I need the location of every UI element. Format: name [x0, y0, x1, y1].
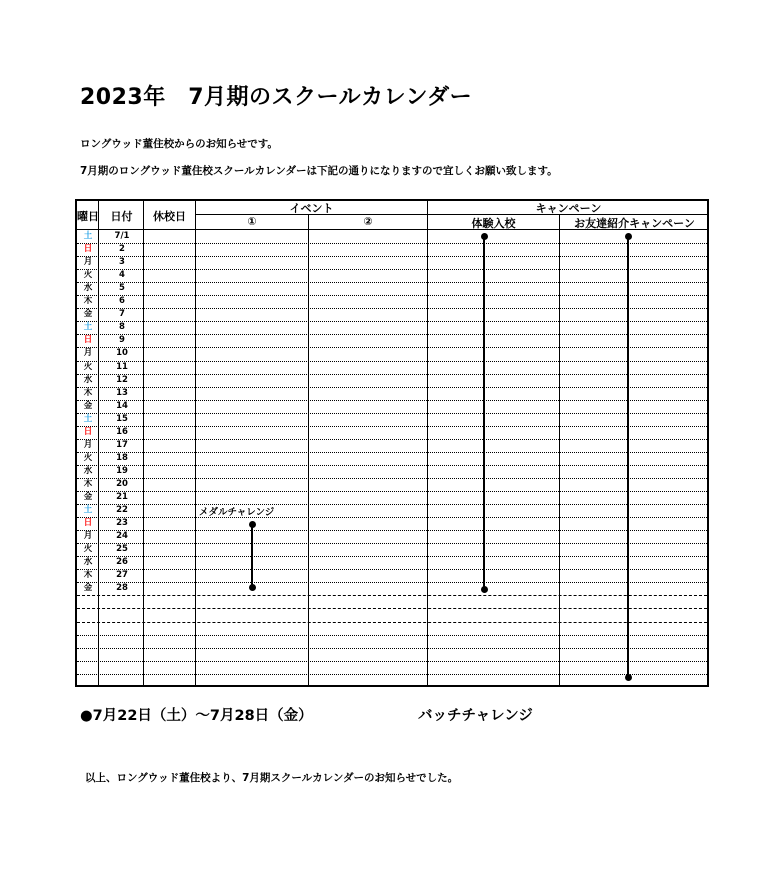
row-divider [77, 387, 707, 388]
row-divider [77, 504, 707, 505]
row-divider [77, 400, 707, 401]
row-divider [77, 556, 707, 557]
day-of-week-cell: 木 [83, 478, 93, 489]
day-of-week-cell: 土 [83, 322, 93, 333]
day-of-week-cell: 水 [83, 465, 93, 476]
day-of-week-cell: 月 [83, 257, 93, 268]
date-cell: 7 [119, 309, 125, 320]
day-of-week-cell: 水 [83, 557, 93, 568]
row-divider [77, 334, 707, 335]
row-divider [77, 282, 707, 283]
school-calendar-table [75, 199, 709, 687]
row-divider [77, 439, 707, 440]
day-of-week-cell: 金 [83, 400, 93, 411]
day-of-week-cell: 金 [83, 492, 93, 502]
footer-closing: 以上、ロングウッド董住校より、7月期スクールカレンダーのお知らせでした。 [85, 772, 459, 784]
row-divider [77, 635, 707, 636]
day-of-week-cell: 水 [83, 374, 93, 385]
row-divider [77, 256, 707, 257]
date-cell: 3 [119, 257, 125, 268]
row-divider [77, 674, 707, 675]
header-dow: 曜日 [77, 210, 99, 223]
footer-period: ●7月22日（土）～7月28日（金） [80, 708, 313, 724]
date-cell: 14 [116, 400, 128, 411]
row-divider [77, 295, 707, 296]
date-cell: 6 [119, 296, 125, 307]
header-date: 日付 [110, 210, 133, 223]
date-cell: 10 [116, 348, 128, 359]
row-divider [77, 491, 707, 492]
date-cell: 20 [116, 478, 128, 489]
event-period-bar [251, 524, 253, 586]
day-of-week-cell: 木 [83, 296, 93, 307]
day-of-week-cell: 土 [83, 231, 93, 241]
header-event-1: ① [247, 215, 257, 228]
row-divider [77, 243, 707, 244]
row-divider [77, 465, 707, 466]
day-of-week-cell: 火 [83, 452, 93, 463]
row-divider [77, 361, 707, 362]
row-divider [77, 321, 707, 322]
date-cell: 4 [119, 270, 125, 281]
row-divider [77, 661, 707, 662]
intro-text-1: ロングウッド董住校からのお知らせです。 [80, 138, 278, 150]
date-cell: 17 [116, 439, 128, 450]
friend-period-bar [627, 236, 629, 676]
date-cell: 26 [116, 557, 128, 568]
date-cell: 11 [116, 361, 128, 372]
date-cell: 7/1 [114, 231, 130, 241]
date-cell: 22 [116, 505, 128, 516]
day-of-week-cell: 木 [83, 387, 93, 398]
page-title: 2023年 7月期のスクールカレンダー [80, 85, 473, 110]
header-closed: 休校日 [153, 210, 186, 223]
day-of-week-cell: 土 [83, 413, 93, 424]
date-cell: 8 [119, 322, 125, 333]
row-divider [77, 530, 707, 531]
header-campaign: キャンペーン [535, 202, 602, 215]
date-cell: 15 [116, 413, 128, 424]
day-of-week-cell: 火 [83, 270, 93, 281]
row-divider [77, 426, 707, 427]
row-divider [77, 569, 707, 570]
row-divider [77, 622, 707, 623]
footer-event-name: バッチチャレンジ [418, 708, 533, 724]
friend-end-dot [625, 674, 632, 681]
day-of-week-cell: 水 [83, 283, 93, 294]
row-divider [77, 517, 707, 518]
date-cell: 27 [116, 570, 128, 581]
day-of-week-cell: 月 [83, 439, 93, 450]
row-divider [77, 374, 707, 375]
day-of-week-cell: 月 [83, 348, 93, 359]
trial-period-bar [483, 236, 485, 588]
row-divider [77, 269, 707, 270]
date-cell: 16 [116, 426, 128, 437]
date-cell: 24 [116, 531, 128, 542]
date-cell: 5 [119, 283, 125, 294]
row-divider [77, 452, 707, 453]
header-campaign-trial: 体験入校 [471, 217, 516, 230]
day-of-week-cell: 火 [83, 544, 93, 555]
day-of-week-cell: 金 [83, 309, 93, 320]
column-divider [308, 214, 309, 685]
row-divider [77, 347, 707, 348]
row-divider [77, 543, 707, 544]
row-divider [77, 648, 707, 649]
date-cell: 28 [116, 583, 128, 594]
header-event: イベント [289, 202, 334, 215]
date-cell: 21 [116, 492, 128, 502]
date-cell: 9 [119, 335, 125, 346]
date-cell: 13 [116, 387, 128, 398]
row-divider [77, 478, 707, 479]
date-cell: 2 [119, 244, 125, 255]
row-divider [77, 595, 707, 596]
intro-text-2: 7月期のロングウッド董住校スクールカレンダーは下記の通りになりますので宜しくお願い致します。 [80, 165, 558, 177]
day-of-week-cell: 金 [83, 583, 93, 594]
column-divider [195, 201, 196, 685]
header-campaign-friend: お友達紹介キャンペーン [574, 217, 695, 230]
event-end-dot [249, 584, 256, 591]
day-of-week-cell: 火 [83, 361, 93, 372]
event-label: メダルチャレンジ [199, 507, 275, 518]
row-divider [77, 413, 707, 414]
date-cell: 19 [116, 465, 128, 476]
day-of-week-cell: 日 [83, 244, 93, 255]
date-cell: 25 [116, 544, 128, 555]
row-divider [77, 308, 707, 309]
column-divider [427, 201, 428, 685]
day-of-week-cell: 月 [83, 531, 93, 542]
row-divider [77, 608, 707, 609]
column-divider [559, 214, 560, 685]
day-of-week-cell: 日 [83, 335, 93, 346]
date-cell: 12 [116, 374, 128, 385]
date-cell: 23 [116, 518, 128, 529]
day-of-week-cell: 木 [83, 570, 93, 581]
header-event-2: ② [363, 215, 373, 228]
date-cell: 18 [116, 452, 128, 463]
row-divider [77, 582, 707, 583]
day-of-week-cell: 土 [83, 505, 93, 516]
day-of-week-cell: 日 [83, 518, 93, 529]
day-of-week-cell: 日 [83, 426, 93, 437]
trial-end-dot [481, 586, 488, 593]
